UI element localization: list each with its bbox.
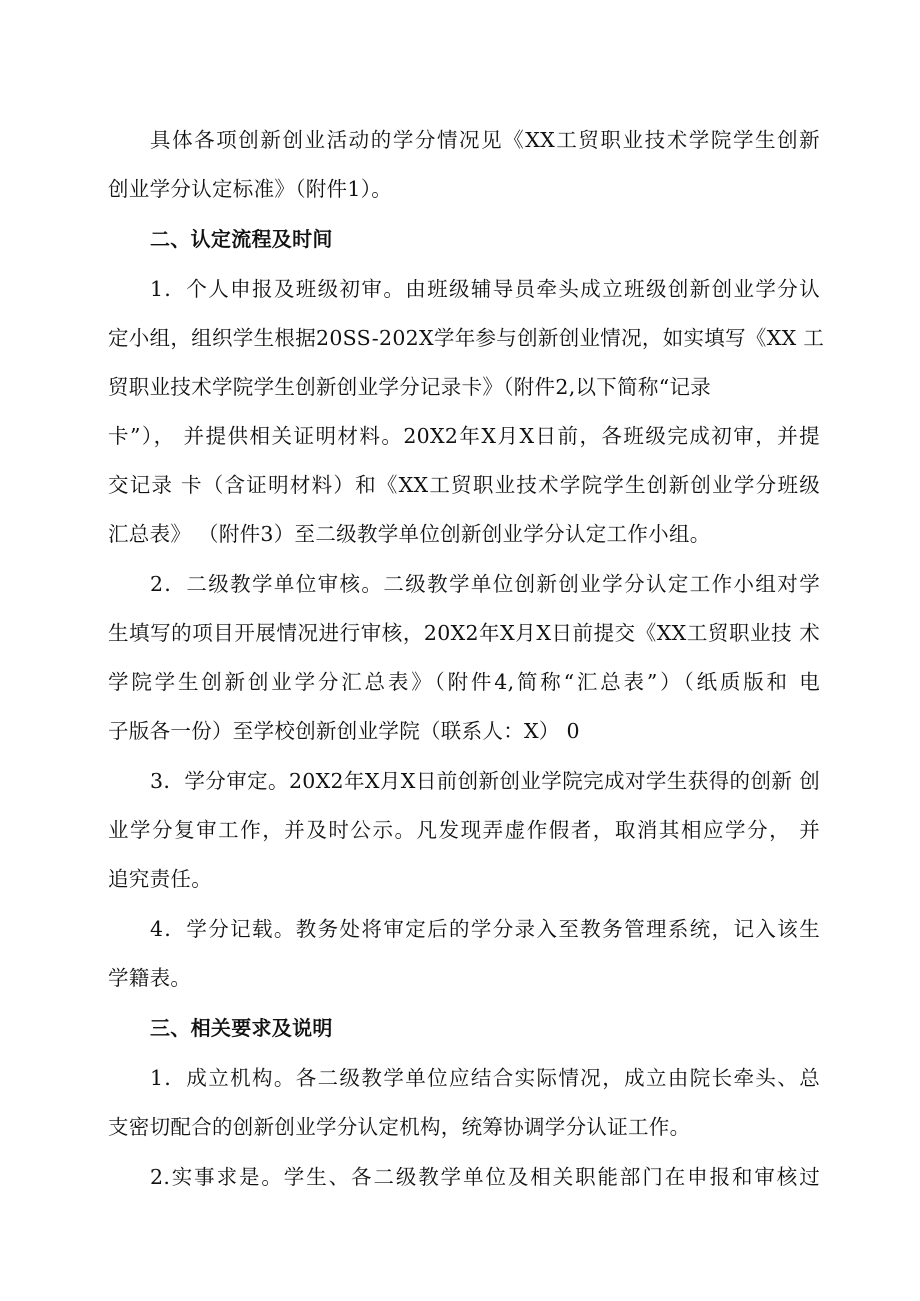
paragraph-line: 贸职业技术学院学生创新创业学分记录卡》（附件2,以下简称“记录 xyxy=(108,375,712,399)
paragraph-line: 追究责任。 xyxy=(108,867,212,891)
paragraph-line: 生填写的项目开展情况进行审核，20X2年X月X日前提交《XX工贸职业技 术 xyxy=(108,621,820,645)
paragraph-line: 定小组，组织学生根据20SS-202X学年参与创新创业情况，如实填写《XX 工 xyxy=(108,326,825,350)
section-heading: 二、认定流程及时间 xyxy=(150,227,333,251)
paragraph-line: 2．二级教学单位审核。二级教学单位创新创业学分认定工作小组对学 xyxy=(150,572,820,596)
paragraph-line: 子版各一份）至学校创新创业学院（联系人：X） 0 xyxy=(108,719,580,743)
paragraph-line: 交记录 卡（含证明材料）和《XX工贸职业技术学院学生创新创业学分班级 xyxy=(108,473,820,497)
paragraph-line: 创业学分认定标准》（附件1）。 xyxy=(108,177,393,201)
paragraph-line: 具体各项创新创业活动的学分情况见《XX工贸职业技术学院学生创新 xyxy=(150,128,820,152)
paragraph-line: 3．学分审定。20X2年X月X日前创新创业学院完成对学生获得的创新 创 xyxy=(150,769,820,793)
paragraph-line: 汇总表》 （附件3）至二级教学单位创新创业学分认定工作小组。 xyxy=(108,522,711,546)
paragraph-line: 2.实事求是。学生、各二级教学单位及相关职能部门在申报和审核过 xyxy=(150,1165,820,1189)
paragraph-line: 1．成立机构。各二级教学单位应结合实际情况，成立由院长牵头、总 xyxy=(150,1066,820,1090)
paragraph-line: 业学分复审工作，并及时公示。凡发现弄虚作假者，取消其相应学分， 并 xyxy=(108,818,820,842)
paragraph-line: 学籍表。 xyxy=(108,966,192,990)
paragraph-line: 1．个人申报及班级初审。由班级辅导员牵头成立班级创新创业学分认 xyxy=(150,277,820,301)
section-heading: 三、相关要求及说明 xyxy=(150,1016,333,1040)
paragraph-line: 4．学分记载。教务处将审定后的学分录入至教务管理系统，记入该生 xyxy=(150,917,820,941)
paragraph-line: 学院学生创新创业学分汇总表》（附件4,简称“汇总表”）（纸质版和 电 xyxy=(108,670,820,694)
paragraph-line: 卡”）， 并提供相关证明材料。20X2年X月X日前，各班级完成初审，并提 xyxy=(108,424,820,448)
paragraph-line: 支密切配合的创新创业学分认定机构，统筹协调学分认证工作。 xyxy=(108,1115,691,1139)
